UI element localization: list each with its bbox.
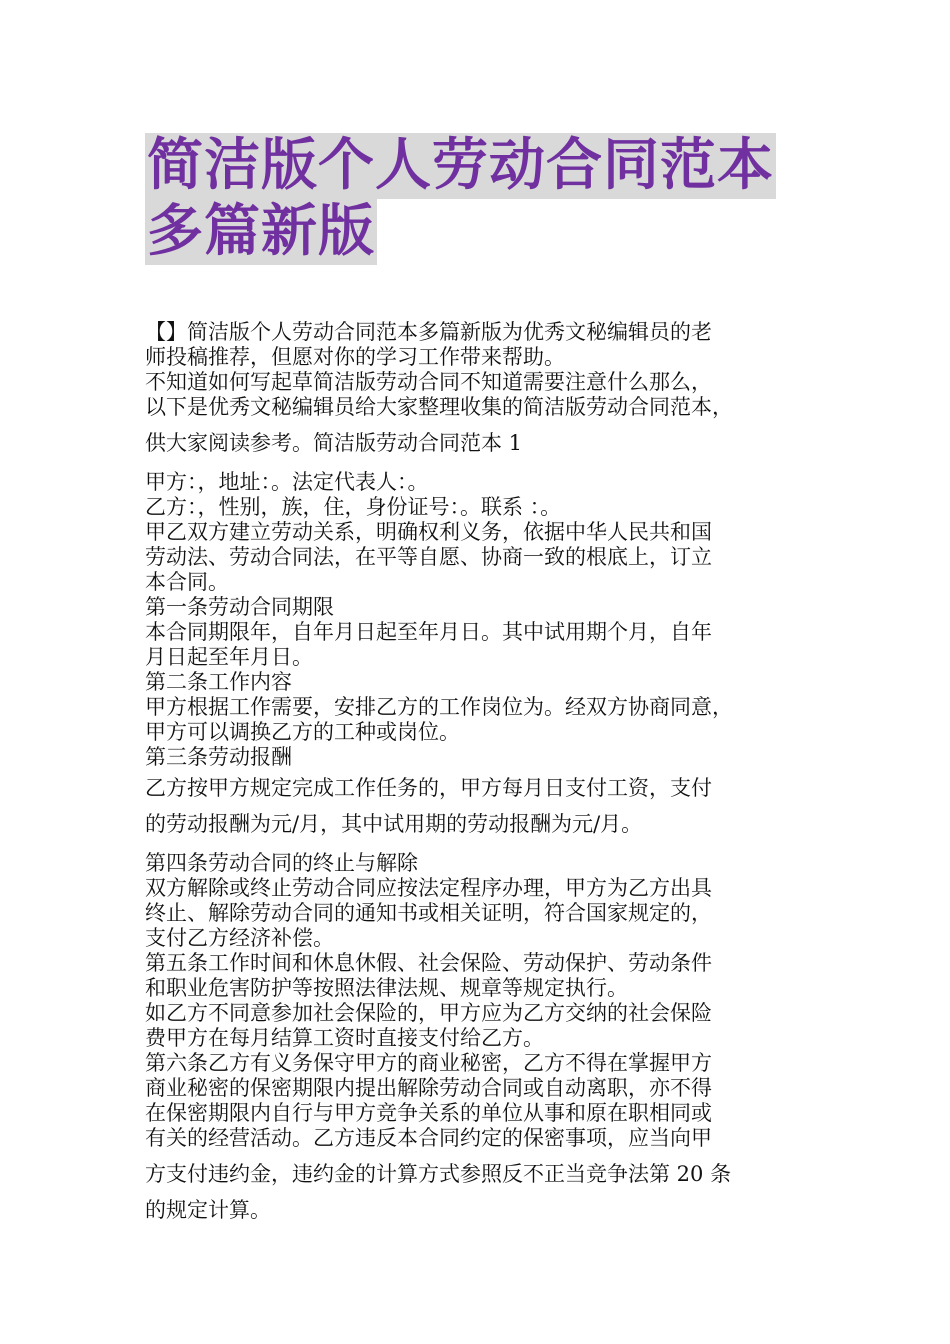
body-line: 的劳动报酬为元/月，其中试用期的劳动报酬为元/月。 xyxy=(145,812,643,836)
body-line: 如乙方不同意参加社会保险的，甲方应为乙方交纳的社会保险 xyxy=(145,1001,712,1025)
body-line: 甲方可以调换乙方的工种或岗位。 xyxy=(145,720,460,744)
body-line: 和职业危害防护等按照法律法规、规章等规定执行。 xyxy=(145,976,628,1000)
body-line: 月日起至年月日。 xyxy=(145,645,313,669)
body-line: 在保密期限内自行与甲方竞争关系的单位从事和原在职相同或 xyxy=(145,1101,712,1125)
body-line: 甲方：，地址：。法定代表人：。 xyxy=(145,470,429,494)
title-line-1: 简洁版个人劳动合同范本 xyxy=(147,133,774,198)
section-heading: 第二条工作内容 xyxy=(145,670,292,694)
body-line: 供大家阅读参考。简洁版劳动合同范本 1 xyxy=(145,431,523,455)
body-line: 不知道如何写起草简洁版劳动合同不知道需要注意什么那么， xyxy=(145,370,712,394)
body-line: 乙方：，性别，族，住，身份证号：。联系 ：。 xyxy=(145,495,562,519)
section-heading: 第六条乙方有义务保守甲方的商业秘密，乙方不得在掌握甲方 xyxy=(145,1051,712,1075)
body-line: 以下是优秀文秘编辑员给大家整理收集的简洁版劳动合同范本， xyxy=(145,395,733,419)
body-line: 劳动法、劳动合同法，在平等自愿、协商一致的根底上，订立 xyxy=(145,545,712,569)
body-line: 师投稿推荐，但愿对你的学习工作带来帮助。 xyxy=(145,345,565,369)
title-line-2: 多篇新版 xyxy=(147,199,375,264)
body-line: 双方解除或终止劳动合同应按法定程序办理，甲方为乙方出具 xyxy=(145,876,712,900)
document-body xyxy=(145,320,825,1223)
body-line: 甲方根据工作需要，安排乙方的工作岗位为。经双方协商同意， xyxy=(145,695,733,719)
body-line: 方支付违约金，违约金的计算方式参照反不正当竞争法第 20 条 xyxy=(145,1162,732,1186)
body-line: 费甲方在每月结算工资时直接支付给乙方。 xyxy=(145,1026,544,1050)
body-line: 商业秘密的保密期限内提出解除劳动合同或自动离职，亦不得 xyxy=(145,1076,712,1100)
document-title xyxy=(145,133,825,265)
body-line: 有关的经营活动。乙方违反本合同约定的保密事项，应当向甲 xyxy=(145,1126,712,1150)
section-heading: 第三条劳动报酬 xyxy=(145,745,292,769)
body-line: 本合同。 xyxy=(145,570,229,594)
section-heading: 第四条劳动合同的终止与解除 xyxy=(145,851,418,875)
body-line: 支付乙方经济补偿。 xyxy=(145,926,334,950)
body-line: 终止、解除劳动合同的通知书或相关证明，符合国家规定的， xyxy=(145,901,712,925)
body-line: 的规定计算。 xyxy=(145,1198,271,1222)
body-line: 【】简洁版个人劳动合同范本多篇新版为优秀文秘编辑员的老 xyxy=(145,320,712,344)
body-line: 乙方按甲方规定完成工作任务的，甲方每月日支付工资，支付 xyxy=(145,776,712,800)
body-line: 本合同期限年，自年月日起至年月日。其中试用期个月，自年 xyxy=(145,620,712,644)
section-heading: 第五条工作时间和休息休假、社会保险、劳动保护、劳动条件 xyxy=(145,951,712,975)
body-line: 甲乙双方建立劳动关系，明确权利义务，依据中华人民共和国 xyxy=(145,520,712,544)
section-heading: 第一条劳动合同期限 xyxy=(145,595,334,619)
